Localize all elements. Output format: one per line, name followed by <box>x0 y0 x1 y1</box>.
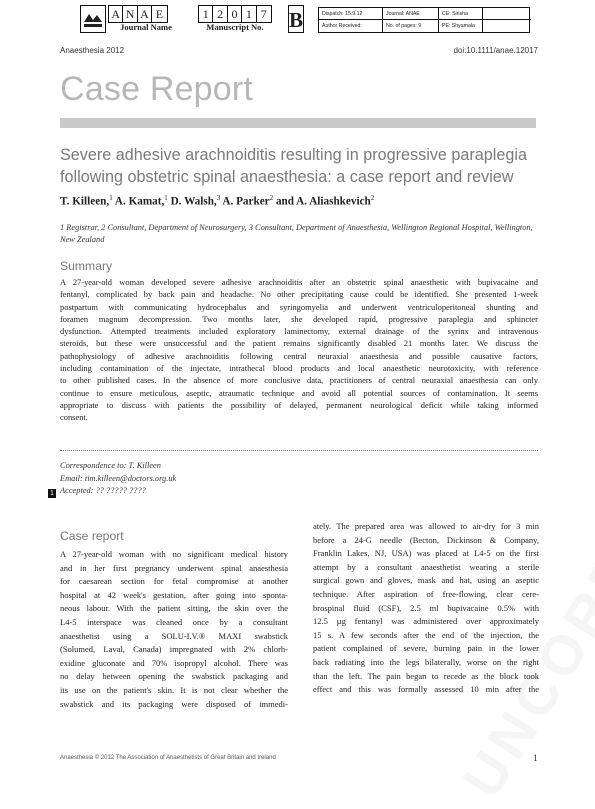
proof-info-table <box>318 7 530 33</box>
summary-text <box>60 276 538 424</box>
body-line: than the left. The pain began to recede as the block took <box>313 670 539 681</box>
manuscript-digit: 7 <box>260 7 267 21</box>
summary-line: including contamination of the injectate, intrathecal blood products and local anaesthetic neurotoxicity, with reference <box>60 363 538 374</box>
body-line: hospital at 42 week's gestation, after going into sponta- <box>60 589 288 600</box>
author-name: A. Parker <box>222 195 270 208</box>
article-type-heading: Case Report <box>60 70 254 108</box>
body-line: 15 s. A few seconds after the end of the injection, the <box>313 629 539 640</box>
body-line: (Solumed, Laval, Canada) impregnated with 2% chlorh- <box>60 644 288 655</box>
author-list <box>60 194 374 208</box>
manuscript-digit: 2 <box>213 6 227 22</box>
summary-line: fentanyl, complicated by back pain and headache. No other precipitating cause could be identified. She presented 1-week <box>60 289 538 300</box>
journal-name-label: Journal Name <box>120 22 172 32</box>
body-column-left <box>60 548 288 711</box>
author-name: T. Killeen, <box>60 195 110 208</box>
article-title: Severe adhesive arachnoiditis resulting in progressive paraplegia following obstetric spinal anaesthesia: a case report and review <box>60 146 528 186</box>
proof-info-cell <box>483 8 531 20</box>
summary-line: appropriate to discuss with patients the possibility of delayed, permanent neurological deficit while taking informed <box>60 399 538 410</box>
journal-code-letter: A <box>138 6 152 22</box>
author-name: and A. Aliashkevich <box>275 195 371 208</box>
manuscript-number-cells <box>198 5 272 23</box>
footer-copyright: Anaesthesia © 2012 The Association of Anaesthetists of Great Britain and Ireland <box>60 755 276 761</box>
body-column-right <box>313 520 539 697</box>
case-report-heading: Case report <box>60 529 124 543</box>
manuscript-digit: 0 <box>228 6 242 22</box>
body-line: attempt by a consultant anaesthetist wearing a sterile <box>313 561 539 572</box>
proof-info-cell <box>483 20 531 32</box>
body-line: for caesarean section for fetal compromise at another <box>60 576 288 587</box>
proof-header <box>80 5 530 33</box>
page-number: 1 <box>533 753 538 763</box>
author-affil-sup: 1 <box>109 194 113 202</box>
body-line: back radiating into the legs bilaterally, worse on the right <box>313 656 539 667</box>
body-line: anaesthetist using a SOLU-I.V.® MAXI swabstick <box>60 630 288 641</box>
body-line: and in her first pregnancy underwent spinal anaesthesia <box>60 562 288 573</box>
running-header-doi: doi:10.1111/anae.12017 <box>453 46 538 55</box>
journal-code-letter: N <box>123 6 137 22</box>
author-name: A. Kamat, <box>114 195 165 208</box>
summary-line: continue to ensure meticulous, aseptic, atraumatic technique and avoid all potential sources of contamination. It seems <box>60 387 538 398</box>
summary-line: to other published cases. In the absence of more conclusive data, practitioners of central neuraxial anaesthesia can only <box>60 375 538 386</box>
author-affil-sup: 1 <box>164 194 168 202</box>
summary-line: steroids, but these were unsuccessful and the patient remains significantly disabled 21 months later. We discuss the <box>60 338 538 349</box>
summary-line: pathophysiology of adhesive arachnoiditis following central neuraxial anaesthesia and possible causative factors, <box>60 350 538 361</box>
body-line: no delay between opening the swabstick packaging and <box>60 671 288 682</box>
correspondence-block <box>60 460 176 498</box>
author-name: D. Walsh, <box>170 195 217 208</box>
author-affil-sup: 2 <box>269 194 274 202</box>
body-line: 12.5 µg fentanyl was administered over approximately <box>313 616 539 627</box>
manuscript-digit: 1 <box>199 6 213 22</box>
body-line: technique. After aspiration of free-flowing, clear cere- <box>313 588 539 599</box>
author-affil-sup: 3 <box>216 194 221 202</box>
body-line: L4-5 interspace was cleaned once by a consultant <box>60 616 288 627</box>
body-line: exidine gluconate and 70% isopropyl alcohol. There was <box>60 657 288 668</box>
affiliations: 1 Registrar, 2 Consultant, Department of Neurosurgery, 3 Consultant, Department of Anaesthesia, Wellington Regional Hospital, Wellington, New Zealand <box>60 223 533 244</box>
summary-line: A 27-year-old woman developed severe adhesive arachnoiditis after an obstetric spinal anaesthetic with bupivacaine and <box>60 277 538 287</box>
summary-line: dysfunction. Attempted treatments included exploratory laminectomy, external drainage of the syrinx and intravenous <box>60 326 538 337</box>
body-line: A 27-year-old woman with no significant medical history <box>60 549 288 559</box>
publisher-logo <box>80 5 106 33</box>
summary-line: postpartum with communicating hydrocephalus and syringomyelia and underwent ventriculoperitoneal shunting and <box>60 301 538 312</box>
proof-letter: B <box>288 5 304 33</box>
body-line: neous labour. With the patient sitting, the skin over the <box>60 603 288 614</box>
correspondence-email: Email: tim.killeen@doctors.org.uk <box>60 473 177 483</box>
manuscript-digit: 1 <box>242 6 256 22</box>
summary-line: foramen magnum decompression. Two months later, she developed rapid, progressive paraplegia and sphincter <box>60 313 538 324</box>
author-affil-sup: 2 <box>370 194 375 202</box>
journal-code-cells <box>108 5 168 23</box>
body-line: swabstick and its packaging were disposed of immedi- <box>60 698 288 709</box>
body-line: patient complained of severe, burning pain in the lower <box>313 643 539 654</box>
author-query-badge[interactable]: 1 <box>48 489 56 498</box>
proof-info-cell: No. of pages: 9 <box>383 20 439 32</box>
heading-rule <box>60 118 536 128</box>
proof-info-cell: Author Received: <box>319 20 383 32</box>
running-header-journal: Anaesthesia 2012 <box>60 46 125 55</box>
body-line: brospinal fluid (CSF), 2.5 ml bupivacaine 0.5% with <box>313 602 539 613</box>
accepted-date: Accepted: ?? ????? ???? <box>60 486 146 495</box>
publisher-logo-icon <box>81 6 105 32</box>
summary-heading: Summary <box>60 259 113 273</box>
body-line: Franklin Lakes, NJ, USA) was placed at L4-5 on the first <box>313 548 539 559</box>
proof-info-cell: PE: Shyamala <box>439 20 483 32</box>
body-line: surgical gown and gloves, mask and hat, using an aseptic <box>313 575 539 586</box>
summary-line: consent. <box>60 412 88 423</box>
body-line: ately. The prepared area was allowed to air-dry for 3 min <box>313 521 539 531</box>
body-line: its use on the patient's skin. It is not clear whether the <box>60 684 288 695</box>
journal-code-letter: A <box>109 6 123 22</box>
proof-info-cell: Journal: ANAE <box>383 8 439 20</box>
correspondence-name: Correspondence to: T. Killeen <box>60 461 161 470</box>
journal-code-letter: E <box>155 7 164 21</box>
body-line: before a 24-G needle (Becton, Dickinson & Company, <box>313 534 539 545</box>
proof-info-cell: Dispatch: 15.9.12 <box>319 8 383 20</box>
manuscript-no-label: Manuscript No. <box>206 22 264 32</box>
proof-info-cell: CE: Sirisha <box>439 8 483 20</box>
dotted-divider <box>60 450 538 451</box>
body-line: effect and this was formally assessed 10 min after the <box>313 684 539 695</box>
